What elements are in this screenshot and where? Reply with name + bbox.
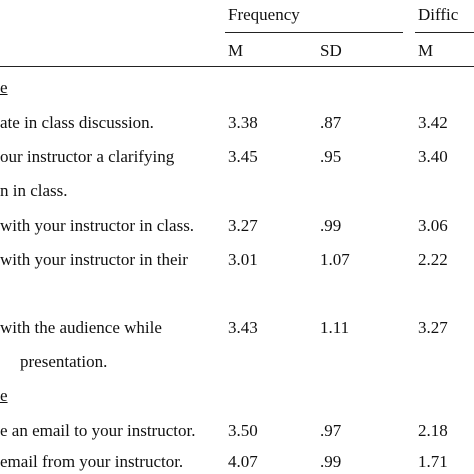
- table-row-label-continued: presentation.: [20, 352, 108, 371]
- table-row-label: with your instructor in class.: [0, 216, 195, 235]
- table-cell-sd1: .95: [320, 147, 342, 166]
- table-cell-sd1: .99: [320, 452, 342, 471]
- col-m-frequency: M: [228, 41, 244, 60]
- table-cell-m2: 3.27: [418, 318, 448, 337]
- table-row-label: ate in class discussion.: [0, 113, 154, 132]
- table-cell-sd1: 1.07: [320, 250, 350, 269]
- table-cell-m1: 3.27: [228, 216, 258, 235]
- table-cell-m1: 3.45: [228, 147, 258, 166]
- header-difficulty: Diffic: [418, 5, 459, 24]
- table-cell-m2: 3.40: [418, 147, 448, 166]
- section-label: e: [0, 78, 8, 97]
- table-cell-m1: 4.07: [228, 452, 258, 471]
- table-cell-m1: 3.43: [228, 318, 258, 337]
- col-sd-frequency: SD: [320, 41, 342, 60]
- table-cell-sd1: .87: [320, 113, 342, 132]
- table-cell-m1: 3.50: [228, 421, 258, 440]
- table-row-label: email from your instructor.: [0, 452, 184, 471]
- header-frequency: Frequency: [228, 5, 300, 24]
- col-m-difficulty: M: [418, 41, 434, 60]
- section-label: e: [0, 386, 8, 405]
- table-cell-sd1: .99: [320, 216, 342, 235]
- table-row-label: our instructor a clarifying: [0, 147, 175, 166]
- header-bottom-rule: [0, 66, 474, 67]
- table-cell-m2: 2.22: [418, 250, 448, 269]
- table-row-label: with the audience while: [0, 318, 162, 337]
- header-rule-frequency: [225, 32, 403, 33]
- table-cell-sd1: 1.11: [320, 318, 350, 337]
- table-cell-m1: 3.01: [228, 250, 258, 269]
- table-row-label: e an email to your instructor.: [0, 421, 196, 440]
- table-cell-m2: 3.42: [418, 113, 448, 132]
- table-cell-m2: 1.71: [418, 452, 448, 471]
- header-rule-difficulty: [415, 32, 474, 33]
- table-cell-m2: 3.06: [418, 216, 448, 235]
- table-cell-m2: 2.18: [418, 421, 448, 440]
- table-cell-m1: 3.38: [228, 113, 258, 132]
- table-row-label-continued: n in class.: [0, 181, 68, 200]
- table-cell-sd1: .97: [320, 421, 342, 440]
- table-row-label: with your instructor in their: [0, 250, 188, 269]
